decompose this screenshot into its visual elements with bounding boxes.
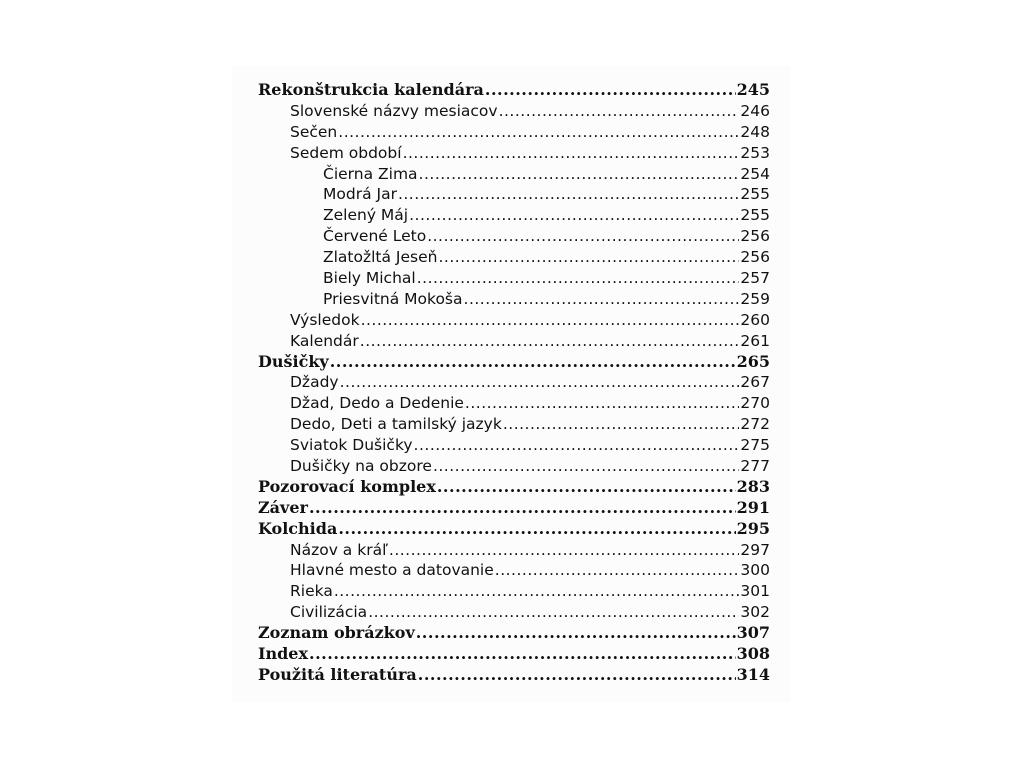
- toc-entry: [258, 435, 770, 456]
- toc-entry-page-number: 259: [740, 289, 770, 308]
- toc-entry-page-number: 256: [740, 248, 770, 267]
- toc-entry-page-number: 260: [740, 310, 770, 329]
- toc-entry-page-number: 257: [740, 269, 770, 288]
- dot-leader: [309, 644, 736, 665]
- dot-leader: [464, 289, 740, 310]
- toc-entry: [258, 310, 770, 331]
- toc-entry: [258, 519, 770, 540]
- toc-entry-title: Záver: [258, 497, 308, 517]
- toc-entry-page-number: 302: [740, 603, 770, 622]
- toc-entry: [258, 80, 770, 101]
- toc-entry: [258, 122, 770, 143]
- toc-entry-title: Rekonštrukcia kalendára: [258, 80, 484, 99]
- dot-leader: [419, 164, 740, 185]
- dot-leader: [485, 80, 736, 101]
- toc-entry-page-number: 270: [740, 394, 770, 413]
- dot-leader: [427, 226, 739, 247]
- toc-entry-title: Rieka: [290, 582, 333, 601]
- dot-leader: [368, 602, 739, 623]
- dot-leader: [417, 268, 740, 289]
- toc-entry-title: Modrá Jar: [323, 185, 397, 204]
- toc-entry-title: Džad, Dedo a Dedenie: [290, 394, 464, 413]
- toc-entry-title: Hlavné mesto a datovanie: [290, 561, 494, 580]
- toc-entry-title: Sviatok Dušičky: [290, 436, 413, 455]
- toc-entry-page-number: 272: [740, 415, 770, 434]
- toc-entry-title: Biely Michal: [323, 269, 416, 288]
- dot-leader: [398, 184, 739, 205]
- dot-leader: [338, 519, 735, 540]
- toc-entry-page-number: 267: [740, 373, 770, 392]
- dot-leader: [403, 143, 740, 164]
- toc-entry-page-number: 297: [740, 540, 770, 559]
- toc-entry-title: Kolchida: [258, 518, 338, 538]
- toc-entry: [258, 205, 770, 226]
- toc-entry-title: Použitá literatúra: [258, 664, 417, 684]
- toc-entry: [258, 665, 770, 686]
- toc-entry-title: Civilizácia: [290, 603, 368, 622]
- dot-leader: [416, 623, 736, 644]
- toc-entry-title: Kalendár: [290, 331, 359, 350]
- toc-entry-page-number: 253: [740, 143, 770, 162]
- toc-entry-page-number: 307: [736, 623, 770, 643]
- toc-entry-page-number: 245: [736, 80, 770, 99]
- toc-entry-title: Sedem období: [290, 143, 402, 162]
- toc-entry-title: Dušičky na obzore: [290, 457, 432, 476]
- toc-entry-page-number: 295: [736, 518, 770, 538]
- toc-entry-title: Zoznam obrázkov: [258, 623, 415, 643]
- toc-entry: [258, 184, 770, 205]
- dot-leader: [503, 414, 740, 435]
- toc-entry-page-number: 275: [740, 436, 770, 455]
- toc-entry: [258, 226, 770, 247]
- toc-entry: [258, 372, 770, 393]
- toc-entry-title: Sečen: [290, 122, 338, 141]
- toc-entry: [258, 602, 770, 623]
- toc-entry-page-number: 283: [736, 476, 770, 496]
- dot-leader: [465, 393, 739, 414]
- toc-entry-page-number: 248: [740, 122, 770, 141]
- toc-entry: [258, 143, 770, 164]
- toc-entry-page-number: 246: [740, 101, 770, 120]
- toc-entry: [258, 498, 770, 519]
- toc-entry-title: Zelený Máj: [323, 206, 409, 225]
- toc-entry: [258, 540, 770, 561]
- toc-entry-page-number: 308: [736, 644, 770, 664]
- toc-entry: [258, 644, 770, 665]
- toc-entry-title: Zlatožltá Jeseň: [323, 248, 438, 267]
- dot-leader: [495, 560, 740, 581]
- toc-entry: [258, 247, 770, 268]
- toc-entry-page-number: 277: [740, 457, 770, 476]
- dot-leader: [438, 247, 739, 268]
- dot-leader: [409, 205, 739, 226]
- toc-entry-title: Výsledok: [290, 310, 360, 329]
- toc-entry-page-number: 255: [740, 185, 770, 204]
- table-of-contents: [258, 80, 770, 686]
- toc-entry-page-number: 256: [740, 227, 770, 246]
- toc-entry: [258, 352, 770, 373]
- toc-entry: [258, 414, 770, 435]
- toc-entry: [258, 560, 770, 581]
- dot-leader: [340, 372, 740, 393]
- toc-entry: [258, 581, 770, 602]
- toc-entry-page-number: 261: [740, 331, 770, 350]
- dot-leader: [338, 122, 739, 143]
- dot-leader: [418, 665, 736, 686]
- toc-entry: [258, 268, 770, 289]
- toc-entry-page-number: 254: [740, 164, 770, 183]
- toc-entry-title: Červené Leto: [323, 227, 427, 246]
- toc-entry-title: Index: [258, 644, 309, 664]
- toc-entry: [258, 623, 770, 644]
- toc-entry: [258, 164, 770, 185]
- toc-entry: [258, 393, 770, 414]
- toc-entry-title: Priesvitná Mokoša: [323, 289, 463, 308]
- toc-entry-title: Slovenské názvy mesiacov: [290, 101, 498, 120]
- toc-entry: [258, 289, 770, 310]
- dot-leader: [433, 456, 739, 477]
- toc-entry-page-number: 301: [740, 582, 770, 601]
- toc-entry-title: Čierna Zima: [323, 164, 418, 183]
- toc-entry: [258, 456, 770, 477]
- dot-leader: [309, 498, 736, 519]
- toc-entry-title: Dedo, Deti a tamilský jazyk: [290, 415, 502, 434]
- toc-entry-page-number: 300: [740, 561, 770, 580]
- dot-leader: [330, 352, 736, 373]
- dot-leader: [334, 581, 740, 602]
- dot-leader: [499, 101, 740, 122]
- dot-leader: [437, 477, 736, 498]
- toc-entry-title: Názov a kráľ: [290, 540, 388, 559]
- toc-entry-title: Džady: [290, 373, 339, 392]
- dot-leader: [414, 435, 740, 456]
- dot-leader: [361, 310, 740, 331]
- toc-entry-title: Pozorovací komplex: [258, 476, 436, 496]
- toc-entry: [258, 477, 770, 498]
- toc-entry-title: Dušičky: [258, 351, 329, 371]
- dot-leader: [360, 331, 740, 352]
- toc-entry-page-number: 314: [736, 664, 770, 684]
- toc-entry: [258, 101, 770, 122]
- toc-entry-page-number: 291: [736, 497, 770, 517]
- toc-entry-page-number: 265: [736, 351, 770, 371]
- toc-entry: [258, 331, 770, 352]
- toc-entry-page-number: 255: [740, 206, 770, 225]
- dot-leader: [389, 540, 740, 561]
